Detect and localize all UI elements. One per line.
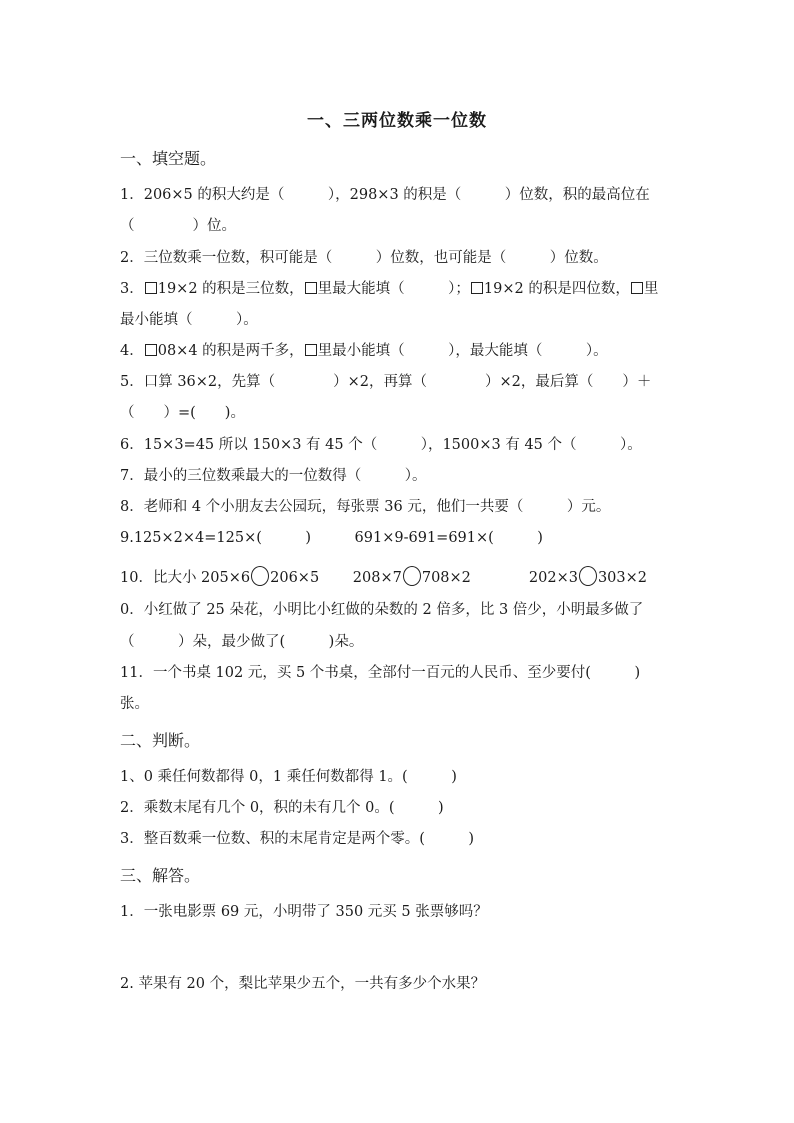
question-10-text-a: 10．比大小 205×6 xyxy=(120,570,251,586)
question-10-text-b: 206×5 208×7 xyxy=(270,570,402,586)
question-10-text-d: 303×2 xyxy=(597,570,648,586)
question-6: 6．15×3=45 所以 150×3 有 45 个（ ），1500×3 有 45 个（ ）。 xyxy=(120,437,642,453)
question-5-line-1: 5．口算 36×2，先算（ ）×2，再算（ ）×2，最后算（ ）＋ xyxy=(120,374,652,390)
question-7: 7．最小的三位数乘最大的一位数得（ ）。 xyxy=(120,468,427,484)
blank-square-icon xyxy=(305,282,317,294)
question-3-line-1 xyxy=(120,279,680,299)
page-title: 一、三两位数乘一位数 xyxy=(307,111,487,131)
question-10-text-c: 708×2 202×3 xyxy=(421,570,578,586)
question-1-line-2: （ ）位。 xyxy=(120,218,236,234)
judge-3: 3．整百数乘一位数、积的末尾肯定是两个零。( ) xyxy=(120,831,475,847)
compare-circle-icon xyxy=(251,566,269,586)
section-heading-judge: 二、判断。 xyxy=(120,731,201,750)
compare-circle-icon xyxy=(579,566,597,586)
question-3-text-b: 里最大能填（ ）； xyxy=(317,281,470,297)
question-9: 9.125×2×4=125×( ) 691×9-691=691×( ) xyxy=(120,530,543,546)
question-11-line-2: 张。 xyxy=(120,696,149,712)
question-4-text-b: 里最小能填（ ），最大能填（ ）。 xyxy=(317,343,608,359)
judge-1: 1、0 乘任何数都得 0，1 乘任何数都得 1。( ) xyxy=(120,769,457,785)
section-heading-fill: 一、填空题。 xyxy=(120,149,217,168)
question-1-line-1: 1．206×5 的积大约是（ ），298×3 的积是（ ）位数，积的最高位在 xyxy=(120,187,650,203)
question-4-text-a: 08×4 的积是两千多， xyxy=(157,343,304,359)
question-5-line-2: （ ）=( )。 xyxy=(120,405,245,421)
question-0-line-2: （ ）朵，最少做了( )朵。 xyxy=(120,634,364,650)
compare-circle-icon xyxy=(403,566,421,586)
question-3-text-d: 里 xyxy=(643,281,659,297)
question-4 xyxy=(120,341,680,361)
question-3-line-2: 最小能填（ ）。 xyxy=(120,312,258,328)
blank-square-icon xyxy=(631,282,643,294)
question-4-prefix: 4． xyxy=(120,343,144,359)
blank-square-icon xyxy=(471,282,483,294)
question-11-line-1: 11．一个书桌 102 元，买 5 个书桌，全部付一百元的人民币、至少要付( ) xyxy=(120,665,641,681)
question-8: 8．老师和 4 个小朋友去公园玩，每张票 36 元，他们一共要（ ）元。 xyxy=(120,499,611,515)
question-0-line-1: 0．小红做了 25 朵花，小明比小红做的朵数的 2 倍多，比 3 倍少，小明最多做了 xyxy=(120,602,644,618)
question-3-text-a: 19×2 的积是三位数， xyxy=(157,281,304,297)
question-10 xyxy=(120,566,680,588)
question-3-text-c: 19×2 的积是四位数， xyxy=(483,281,630,297)
question-3-prefix: 3． xyxy=(120,281,144,297)
judge-2: 2．乘数末尾有几个 0，积的未有几个 0。( ) xyxy=(120,800,444,816)
answer-1: 1．一张电影票 69 元，小明带了 350 元买 5 张票够吗？ xyxy=(120,904,488,920)
blank-square-icon xyxy=(305,344,317,356)
answer-2: 2. 苹果有 20 个，梨比苹果少五个，一共有多少个水果？ xyxy=(120,976,486,992)
blank-square-icon xyxy=(145,344,157,356)
blank-square-icon xyxy=(145,282,157,294)
question-2: 2．三位数乘一位数，积可能是（ ）位数，也可能是（ ）位数。 xyxy=(120,250,608,266)
section-heading-answer: 三、解答。 xyxy=(120,866,201,885)
